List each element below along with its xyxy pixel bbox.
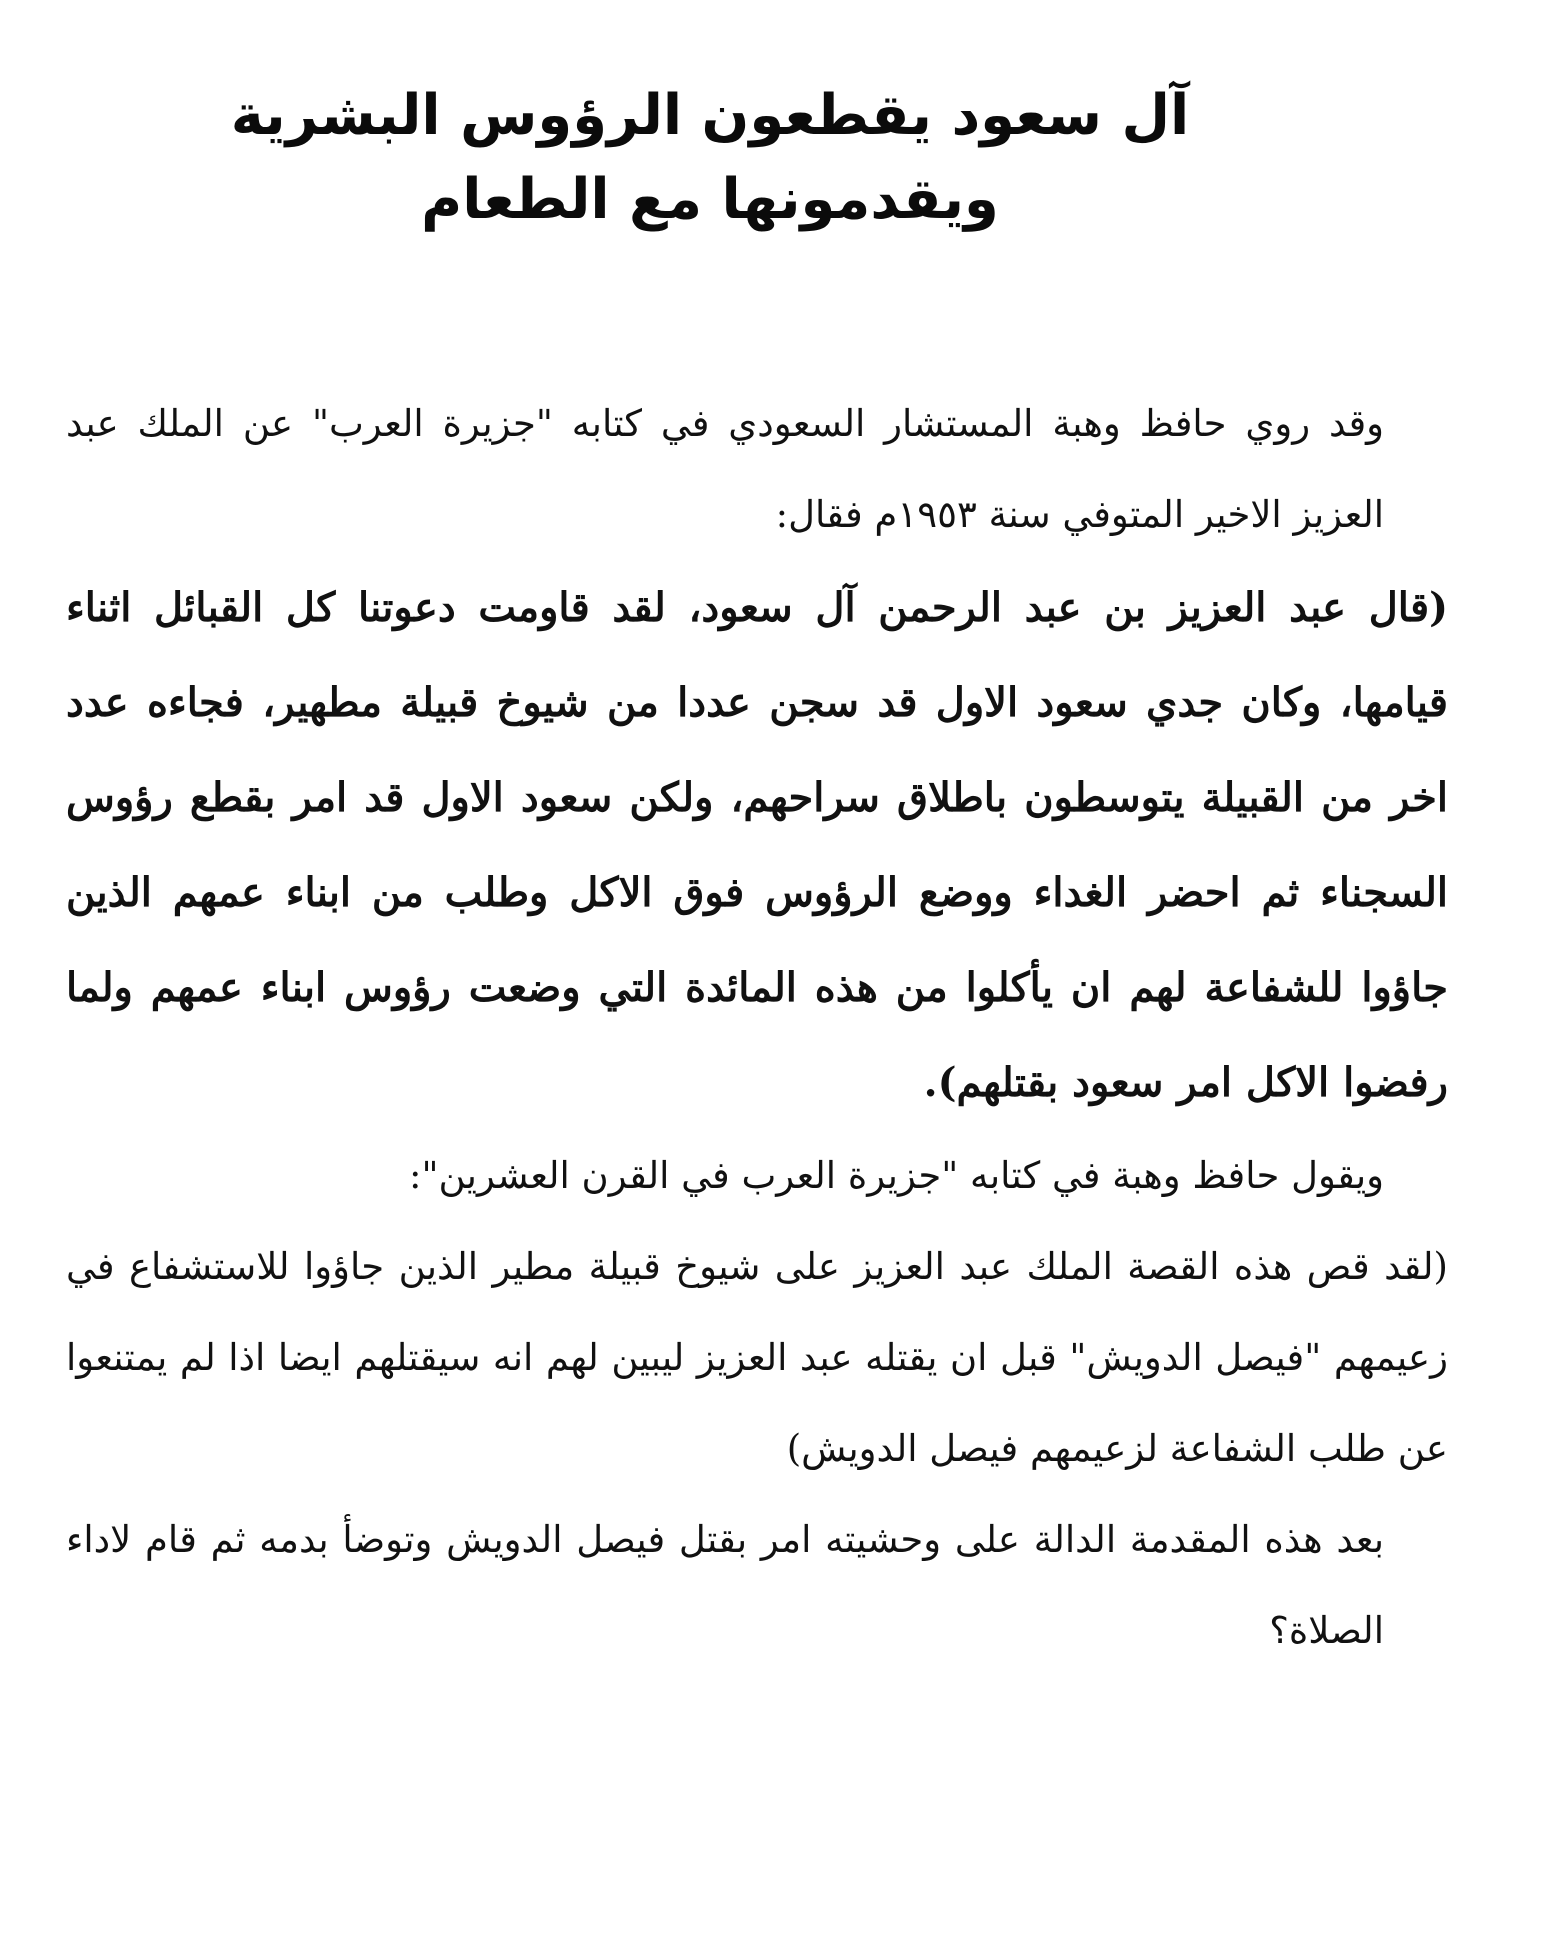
context-quote-paragraph: (لقد قص هذه القصة الملك عبد العزيز على شيوخ قبيلة مطير الذين جاؤوا للاستشفاع في زعيمهم "فيصل الدويش" قبل ان يقتله عبد العزيز ليبين لهم انه سيقتلهم ايضا اذا لم يمتنعوا عن طلب الشفاعة لزعيمهم فيصل الدويش): [66, 1245, 1448, 1470]
title-line-1: آل سعود يقطعون الرؤوس البشرية: [230, 83, 1190, 148]
quoted-story-paragraph: (قال عبد العزيز بن عبد الرحمن آل سعود، لقد قاومت دعوتنا كل القبائل اثناء قيامها، وكان جدي سعود الاول قد سجن عددا من شيوخ قبيلة مطهير، فجاءه عدد اخر من القبيلة يتوسطون باطلاق سراحهم، ولكن سعود الاول قد امر بقطع رؤوس السجناء ثم احضر الغداء ووضع الرؤوس فوق الاكل وطلب من ابناء عمهم الذين جاؤوا للشفاعة لهم ان يأكلوا من هذه المائدة التي وضعت رؤوس ابناء عمهم ولما رفضوا الاكل امر سعود بقتلهم).: [66, 584, 1448, 1106]
title-line-2: ويقدمونها مع الطعام: [421, 167, 999, 232]
article-body: [66, 378, 1448, 1676]
intro-paragraph: وقد روي حافظ وهبة المستشار السعودي في كتابه "جزيرة العرب" عن الملك عبد العزيز الاخير المتوفي سنة ١٩٥٣م فقال:: [66, 402, 1384, 536]
closing-paragraph: بعد هذه المقدمة الدالة على وحشيته امر بقتل فيصل الدويش وتوضأ بدمه ثم قام لاداء الصلاة؟: [66, 1518, 1384, 1652]
page-title: [180, 74, 1240, 242]
second-source-paragraph: ويقول حافظ وهبة في كتابه "جزيرة العرب في القرن العشرين":: [409, 1154, 1384, 1197]
